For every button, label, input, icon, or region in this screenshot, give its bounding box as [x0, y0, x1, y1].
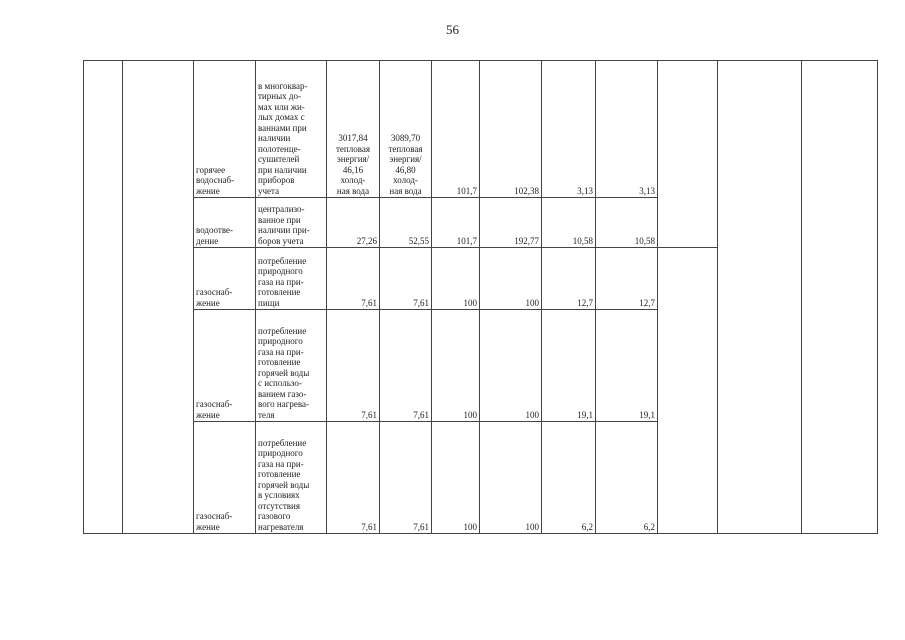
- description-cell: в многоквар- тирных до- мах или жи- лых домах с ваннами при наличии полотенце- сушителей при наличии приборов учета: [256, 61, 327, 198]
- service-cell: газоснаб- жение: [194, 248, 256, 310]
- value-cell: 12,7: [542, 248, 596, 310]
- service-cell: водоотве- дение: [194, 198, 256, 248]
- value-cell: 19,1: [542, 310, 596, 422]
- description-cell: потребление природного газа на при- готовление пищи: [256, 248, 327, 310]
- value-cell: 7,61: [380, 248, 432, 310]
- service-cell: горячее водоснаб- жение: [194, 61, 256, 198]
- description-cell: потребление природного газа на при- готовление горячей воды с использо- ванием газо- вого нагрева- теля: [256, 310, 327, 422]
- table-row: [84, 61, 878, 198]
- value-cell: 6,2: [596, 422, 658, 534]
- value-cell: 7,61: [380, 422, 432, 534]
- description-cell: потребление природного газа на при- готовление горячей воды в условиях отсутствия газового нагревателя: [256, 422, 327, 534]
- empty-cell: [658, 248, 718, 534]
- value-cell: 100: [480, 310, 542, 422]
- empty-cell: [802, 61, 878, 534]
- value-cell: 52,55: [380, 198, 432, 248]
- value-cell: 101,7: [432, 61, 480, 198]
- tariff-table: [83, 60, 878, 534]
- value-cell: 100: [432, 248, 480, 310]
- value-cell: 102,38: [480, 61, 542, 198]
- value-cell: 7,61: [327, 422, 380, 534]
- value-cell: 101,7: [432, 198, 480, 248]
- value-cell: 3,13: [596, 61, 658, 198]
- value-cell: 192,77: [480, 198, 542, 248]
- value-cell: 6,2: [542, 422, 596, 534]
- value-cell: 100: [480, 422, 542, 534]
- value-cell: 3,13: [542, 61, 596, 198]
- empty-cell: [658, 61, 718, 248]
- value-cell: 12,7: [596, 248, 658, 310]
- empty-cell: [718, 61, 802, 534]
- value-cell: 7,61: [327, 310, 380, 422]
- value-cell: 3089,70 тепловая энергия/ 46,80 холод- ная вода: [380, 61, 432, 198]
- value-cell: 100: [432, 310, 480, 422]
- value-cell: 19,1: [596, 310, 658, 422]
- value-cell: 27,26: [327, 198, 380, 248]
- description-cell: централизо- ванное при наличии при- боров учета: [256, 198, 327, 248]
- value-cell: 100: [432, 422, 480, 534]
- value-cell: 10,58: [596, 198, 658, 248]
- service-cell: газоснаб- жение: [194, 422, 256, 534]
- value-cell: 7,61: [327, 248, 380, 310]
- value-cell: 3017,84 тепловая энергия/ 46,16 холод- ная вода: [327, 61, 380, 198]
- value-cell: 7,61: [380, 310, 432, 422]
- value-cell: 100: [480, 248, 542, 310]
- service-cell: газоснаб- жение: [194, 310, 256, 422]
- page-number: 56: [446, 22, 459, 37]
- value-cell: 10,58: [542, 198, 596, 248]
- empty-cell: [123, 61, 194, 534]
- empty-cell: [84, 61, 123, 534]
